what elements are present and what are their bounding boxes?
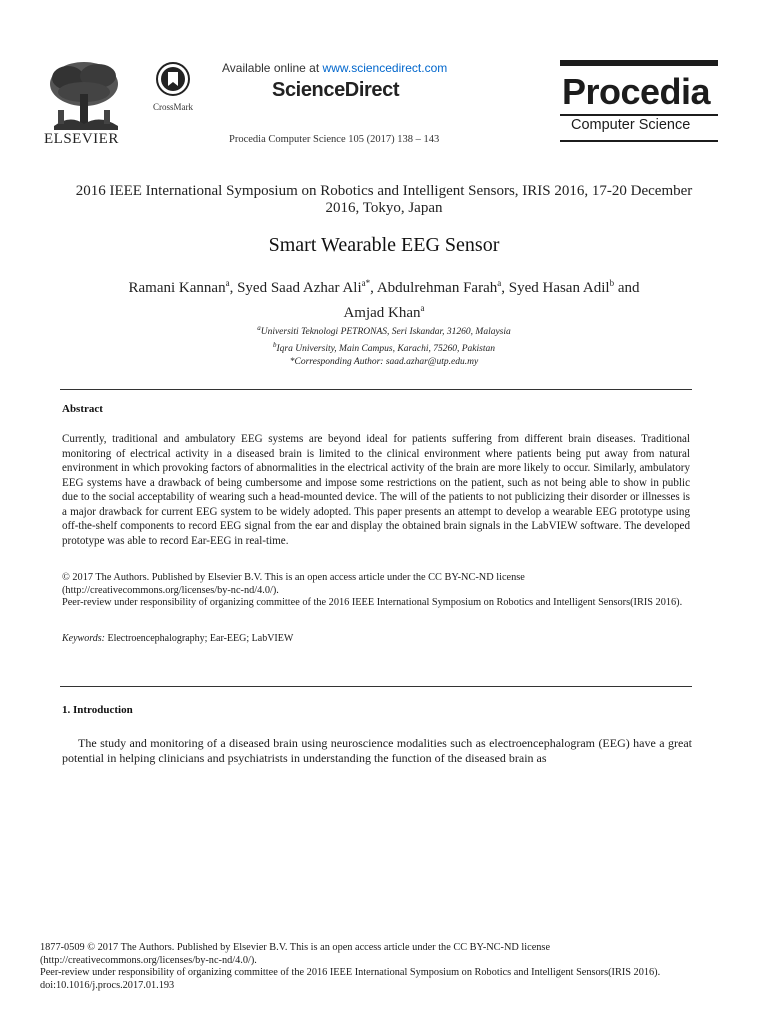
keywords-list: Electroencephalography; Ear-EEG; LabVIEW: [104, 633, 294, 644]
author-affil-mark: b: [609, 278, 615, 288]
affiliation-text: Iqra University, Main Campus, Karachi, 75260, Pakistan: [276, 344, 495, 355]
page-footer: [40, 942, 730, 992]
author-affil-mark: a: [420, 303, 425, 313]
author-name: Abdulrehman Farah: [376, 280, 498, 296]
affiliation-text: Universiti Teknologi PETRONAS, Seri Iskandar, 31260, Malaysia: [260, 327, 511, 338]
introduction-heading: 1. Introduction: [62, 704, 133, 716]
keywords: [62, 633, 690, 644]
author-separator: ,: [370, 280, 377, 296]
author-affil-mark: a: [497, 278, 502, 288]
author-list: [60, 273, 708, 323]
author-name: Amjad Khan: [343, 305, 421, 321]
affiliation: [60, 339, 708, 356]
author: [129, 280, 238, 296]
procedia-logo: [560, 60, 718, 146]
author-separator: and: [614, 280, 640, 296]
conference-line: 2016 IEEE International Symposium on Robotics and Intelligent Sensors, IRIS 2016, 17-20 December 2016, Tokyo, Japan: [75, 183, 693, 216]
author-name: Syed Hasan Adil: [508, 280, 610, 296]
procedia-subtitle: Computer Science: [571, 117, 691, 133]
divider-bottom: [60, 686, 692, 687]
corresponding-author: [60, 356, 708, 369]
author-separator: ,: [501, 280, 509, 296]
affiliations: [60, 322, 708, 369]
procedia-rule-top: [560, 60, 718, 66]
procedia-title: Procedia: [562, 71, 711, 112]
sciencedirect-logo: ScienceDirect: [272, 79, 400, 101]
author-name: Ramani Kannan: [128, 280, 226, 296]
license-block: [62, 572, 690, 610]
crossmark-badge[interactable]: [150, 62, 196, 112]
affiliation-mark: b: [273, 341, 277, 350]
footer-issn-line: 1877-0509 © 2017 The Authors. Published by Elsevier B.V. This is an open access article under the CC BY-NC-ND license: [40, 942, 551, 953]
peer-review-line: Peer-review under responsibility of organizing committee of the 2016 IEEE International Symposium on Robotics and Intelligent Sensors(IRIS 2016).: [62, 597, 683, 608]
license-line: © 2017 The Authors. Published by Elsevier B.V. This is an open access article under the CC BY-NC-ND license: [62, 572, 525, 583]
footer-doi-link[interactable]: doi:10.1016/j.procs.2017.01.193: [40, 979, 175, 991]
affiliation-mark: a: [257, 324, 261, 332]
procedia-rule-bottom: [560, 140, 718, 142]
journal-reference: Procedia Computer Science 105 (2017) 138 – 143: [229, 134, 440, 145]
crossmark-label: CrossMark: [153, 102, 193, 112]
author-separator: ,: [229, 280, 238, 296]
author: [343, 305, 424, 321]
corresponding-author-text: *Corresponding Author: saad.azhar@utp.edu.my: [289, 357, 479, 368]
footer-license-url-link[interactable]: (http://creativecommons.org/licenses/by-nc-nd/4.0/).: [40, 954, 257, 966]
author: [237, 280, 377, 296]
crossmark-icon: [156, 62, 190, 96]
author-name: Syed Saad Azhar Ali: [237, 280, 362, 296]
procedia-rule-mid: [560, 114, 718, 116]
sciencedirect-url-link[interactable]: www.sciencedirect.com: [322, 61, 448, 75]
divider-top: [60, 389, 692, 390]
available-online: [222, 61, 447, 75]
available-prefix: Available online at: [222, 61, 323, 75]
footer-peer-review-line: Peer-review under responsibility of organizing committee of the 2016 IEEE International Symposium on Robotics and Intelligent Sensors(IRIS 2016).: [40, 967, 661, 978]
abstract-heading: Abstract: [62, 403, 103, 415]
keywords-label: Keywords:: [62, 633, 105, 644]
affiliation: [60, 322, 708, 339]
license-url-link[interactable]: (http://creativecommons.org/licenses/by-nc-nd/4.0/).: [62, 584, 279, 596]
introduction-body: The study and monitoring of a diseased brain using neuroscience modalities such as electroencephalogram (EEG) have a great potential in helping clinicians and psychiatrists in understanding the function of the diseased brain as: [62, 736, 692, 765]
author-affil-mark: a: [225, 278, 230, 288]
author: [377, 280, 509, 296]
abstract-body: Currently, traditional and ambulatory EEG systems are beyond ideal for patients suffering from different brain diseases. Traditional monitoring of electrical activity in a diseased brain is limited to the clinical environment where patients being put away from natural environment in which provoking factors of abnormalities in the electrical activity of the brain are more likely to occur. Similarly, ambulatory EEG systems have a drawback of being cumbersome and impose some restrictions on the patient, such as not being able to show in public due to the social acceptability of wearing such a head-mounted device. The will of the patients to not publicizing their disorder or illnesses is a major drawback for current EEG system to be widely adopted. This paper presents an attempt to develop a wearable EEG prototype using off-the-shelf components to record EEG signal from the ear and display the obtained brain signals in the LabVIEW software. The developed prototype was able to record Ear-EEG in real-time.: [62, 433, 690, 547]
author: [509, 280, 640, 296]
elsevier-wordmark: ELSEVIER: [44, 131, 119, 147]
author-affil-mark: a*: [361, 278, 371, 288]
paper-title: Smart Wearable EEG Sensor: [268, 234, 500, 256]
